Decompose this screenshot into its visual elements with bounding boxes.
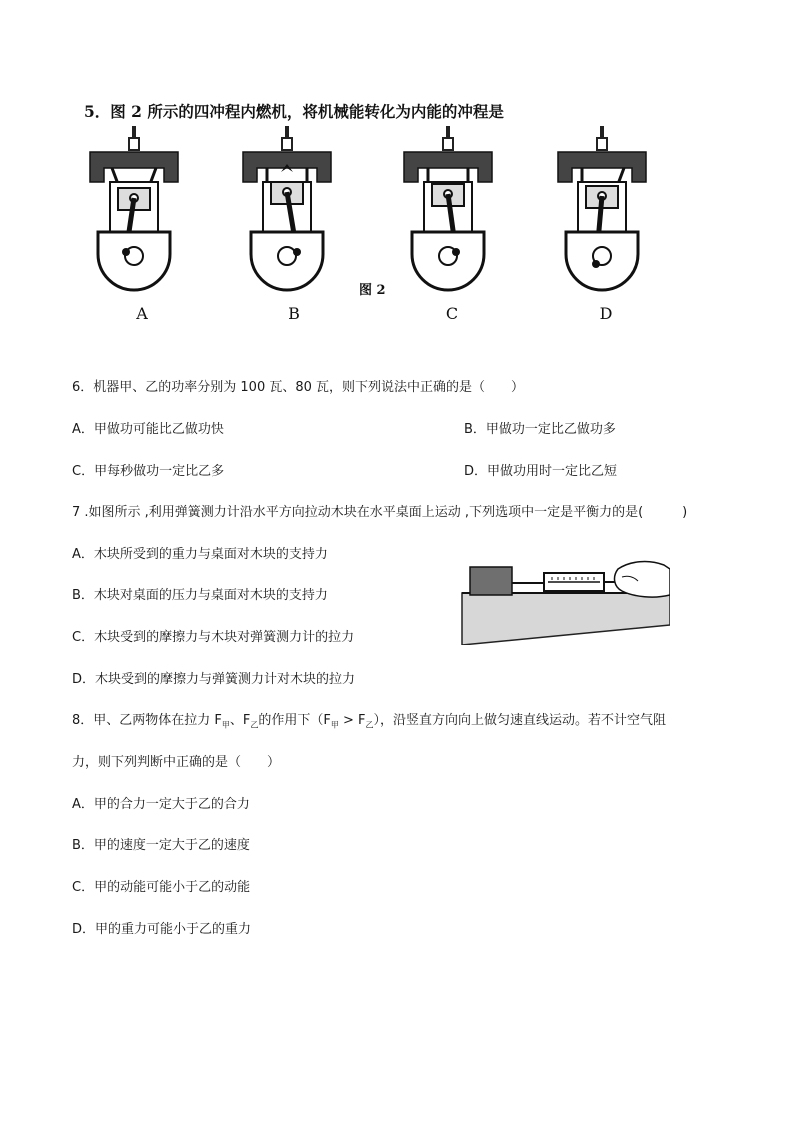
q8-stem-part-3: 的作用下（F bbox=[258, 713, 331, 728]
question-8-option-b: B．甲的速度一定大于乙的速度 bbox=[72, 838, 250, 853]
question-7-option-d: D．木块受到的摩擦力与弹簧测力计对木块的拉力 bbox=[72, 672, 356, 687]
question-7-option-c: C．木块受到的摩擦力与木块对弹簧测力计的拉力 bbox=[72, 630, 355, 645]
q8-stem-part-2: 、F bbox=[229, 713, 251, 728]
q8-subscript-yi: 乙 bbox=[250, 720, 259, 730]
q8-subscript-jia: 甲 bbox=[221, 720, 230, 730]
question-7-option-a: A．木块所受到的重力与桌面对木块的支持力 bbox=[72, 547, 328, 562]
question-6-option-a: A．甲做功可能比乙做功快 bbox=[72, 422, 224, 437]
question-6-option-c: C．甲每秒做功一定比乙多 bbox=[72, 464, 225, 479]
q8-stem-part-4: > F bbox=[338, 713, 366, 728]
question-8-stem-line-2: 力，则下列判断中正确的是（ ） bbox=[72, 755, 281, 770]
question-8-stem bbox=[72, 712, 666, 735]
engine-diagram-c bbox=[398, 124, 498, 294]
engine-diagram-b bbox=[237, 124, 337, 294]
question-7-stem: 7 .如图所示 ,利用弹簧测力计沿水平方向拉动木块在水平桌面上运动 ,下列选项中一定是平衡力的是( ) bbox=[72, 505, 688, 520]
spring-scale-block-figure bbox=[458, 555, 670, 645]
engine-diagram-d bbox=[552, 124, 652, 294]
q8-subscript-jia-2: 甲 bbox=[330, 720, 339, 730]
q8-stem-part-1: 8．甲、乙两物体在拉力 F bbox=[72, 713, 222, 728]
question-8-option-a: A．甲的合力一定大于乙的合力 bbox=[72, 797, 250, 812]
question-6-option-b: B．甲做功一定比乙做功多 bbox=[464, 422, 616, 437]
q8-subscript-yi-2: 乙 bbox=[365, 720, 374, 730]
engine-figure bbox=[84, 124, 684, 334]
question-8-option-d: D．甲的重力可能小于乙的重力 bbox=[72, 922, 252, 937]
engine-diagram-a bbox=[84, 124, 184, 294]
question-5-stem: 5．图 2 所示的四冲程内燃机，将机械能转化为内能的冲程是 bbox=[84, 102, 504, 121]
option-label-d: D bbox=[599, 304, 613, 323]
question-7-option-b: B．木块对桌面的压力与桌面对木块的支持力 bbox=[72, 588, 328, 603]
option-label-a: A bbox=[136, 304, 148, 323]
figure-label: 图 2 bbox=[359, 283, 386, 298]
question-8-option-c: C．甲的动能可能小于乙的动能 bbox=[72, 880, 251, 895]
question-6-option-d: D．甲做功用时一定比乙短 bbox=[464, 464, 618, 479]
question-6-stem: 6．机器甲、乙的功率分别为 100 瓦、80 瓦，则下列说法中正确的是（ ） bbox=[72, 380, 525, 395]
q8-stem-part-5: ），沿竖直方向向上做匀速直线运动。若不计空气阻 bbox=[373, 713, 667, 728]
option-label-b: B bbox=[288, 304, 300, 323]
option-label-c: C bbox=[445, 304, 459, 323]
